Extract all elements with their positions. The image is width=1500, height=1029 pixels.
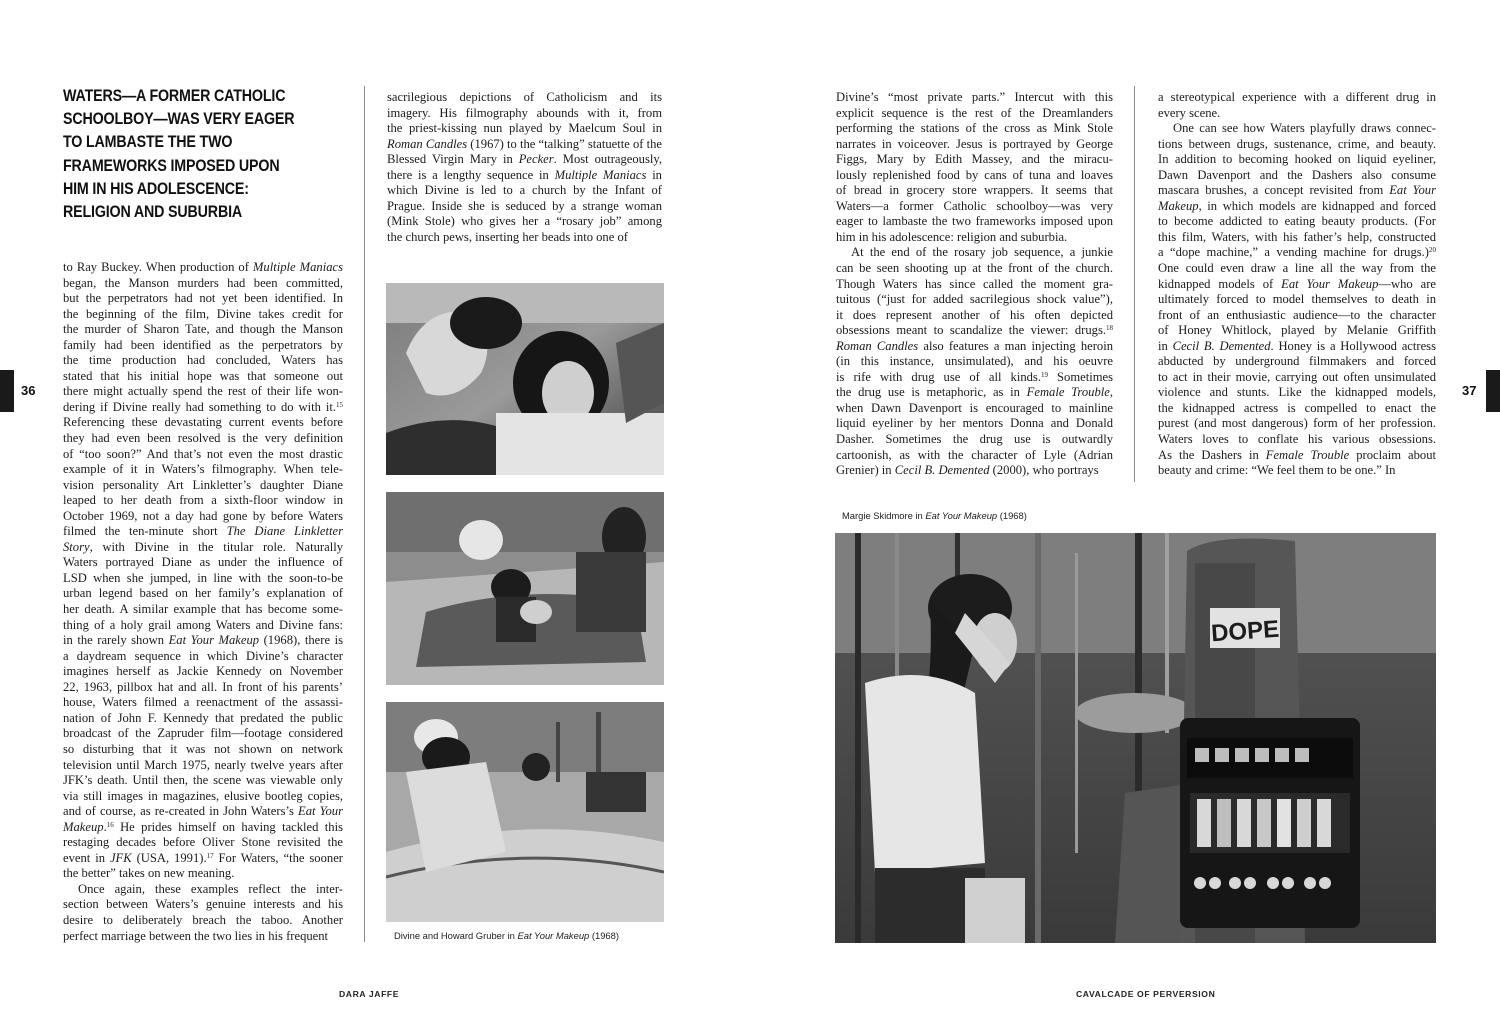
body-text-line: tions between drugs, sustenance, crime, and beauty. [1158, 136, 1436, 151]
pull-quote-line: TO LAMBASTE THE TWO [63, 132, 233, 152]
body-text-line: Grenier) in Cecil B. Demented (2000), who portrays [836, 463, 1099, 478]
body-text-line: in Cecil B. Demented. Honey is a Hollywood actress [1158, 338, 1436, 353]
body-text-line: the drug use is metaphoric, as in Female Trouble, [836, 385, 1113, 400]
column-rule [364, 86, 365, 942]
body-text-line: a “dope machine,” a vending machine for drugs.)$^{20}$ [1158, 245, 1436, 260]
pull-quote-line: SCHOOLBOY—WAS VERY EAGER [63, 109, 295, 129]
body-text-line: (in this instance, unsimulated), and his oeuvre [836, 354, 1113, 369]
body-text-line: every scene. [1158, 105, 1221, 120]
body-text-line: explicit sequence is the rest of the Dreamlanders [836, 105, 1113, 120]
body-text-line: to act in their movie, carrying out often unsimulated [1158, 369, 1436, 384]
body-text-line: restaging decades before Oliver Stone revisited the [63, 835, 343, 850]
body-text-line: liquid eyeliner by her mentors Donna and Donald [836, 416, 1113, 431]
body-text-line: Referencing these devastating current events before [63, 415, 343, 430]
page-tab-left [0, 370, 14, 412]
body-column-2 [387, 90, 662, 245]
body-text-line: stated that his initial hope was that someone out [63, 368, 343, 383]
body-text-line: began, the Manson murders had been committed, [63, 275, 343, 290]
body-text-line: of bread in grocery store wrappers. It seems that [836, 183, 1113, 198]
body-text-line: performing the stations of the cross as Mink Stole [836, 121, 1113, 136]
body-text-line: Blessed Virgin Mary in Pecker. Most outrageously, [387, 152, 662, 167]
body-text-line: sacrilegious depictions of Catholicism and its [387, 90, 662, 104]
body-text-line: violence and stunts. Like the kidnapped models, [1158, 385, 1436, 400]
body-text-line: this film, Waters, with his father’s help, constructed [1158, 229, 1436, 244]
body-text-line: Waters—a former Catholic schoolboy—was very [836, 198, 1113, 213]
body-text-line: Prague. Inside she is seduced by a strange woman [387, 198, 662, 213]
body-text-line: One could even draw a line all the way from the [1158, 261, 1436, 276]
body-text-line: dering if Divine really had something to do with it.$^{15}$ [63, 399, 343, 414]
body-text-line: Dawn Davenport and the Dashers also consume [1158, 167, 1436, 182]
body-text-line: October 1969, not a day had gone by before Waters [63, 508, 343, 523]
body-text-line: the murder of Sharon Tate, and though the Manson [63, 322, 343, 337]
body-text-line: thing of a holy grail among Waters and Divine fans: [63, 617, 343, 632]
body-text-line: obsessions meant to scandalize the viewer: drugs.$^{18}$ [836, 323, 1113, 338]
body-text-line: kidnapped models of Eat Your Makeup—who are [1158, 276, 1436, 291]
body-text-line: Though Waters has since called the moment gra- [836, 276, 1113, 291]
body-text-line: house, Waters filmed a reenactment of the assassi- [63, 695, 343, 710]
footer-book-title: CAVALCADE OF PERVERSION [1076, 989, 1216, 999]
column-rule [1134, 86, 1135, 482]
body-text-line: Once again, these examples reflect the inter- [78, 881, 343, 896]
body-text-line: of Honey Whitlock, played by Melanie Griffith [1158, 323, 1436, 338]
body-text-line: family had been identified as the perpetrators by [63, 337, 343, 352]
body-text-line: Roman Candles also features a man injecting heroin [836, 338, 1113, 353]
body-text-line: Waters loves to conflate his various obsessions. [1158, 432, 1436, 447]
body-text-line: but the perpetrators had not yet been identified. In [63, 291, 343, 306]
pull-quote-line: RELIGION AND SUBURBIA [63, 202, 243, 222]
body-text-line: imagery. His filmography abounds with it, from [387, 105, 662, 120]
body-text-line: they had even been resolved is the very definition [63, 431, 343, 446]
pull-quote [63, 84, 295, 223]
film-still-convertible-closeup [386, 283, 664, 475]
body-text-line: the time production had concluded, Waters has [63, 353, 343, 368]
body-text-line: a stereotypical experience with a different drug in [1158, 90, 1436, 104]
body-column-1 [63, 260, 343, 944]
body-text-line: mascara brushes, a concept revisited from Eat Your [1158, 183, 1437, 198]
body-text-line: there is a lengthy sequence in Multiple Maniacs in [387, 167, 662, 182]
body-text-line: perfect marriage between the two lies in his frequent [63, 928, 329, 943]
body-text-line: television until March 1975, nearly twelve years after [63, 757, 343, 772]
pull-quote-line: FRAMEWORKS IMPOSED UPON [63, 155, 280, 175]
body-text-line: vision personality Art Linkletter’s daughter Diane [63, 477, 343, 492]
body-text-line: tuitous (“just for added sacrilegious shock value”), [836, 292, 1113, 307]
body-text-line: so disturbing that it was not shown on network [63, 741, 343, 756]
body-text-line: can be seen shooting up at the front of the church. [836, 261, 1113, 276]
body-text-line: the better” takes on new meaning. [63, 866, 235, 881]
body-text-line: in the rarely shown Eat Your Makeup (1968), there is [63, 633, 343, 648]
body-text-line: desire to deliberately breach the taboo. Another [63, 912, 343, 927]
photo-caption-right: Margie Skidmore in Eat Your Makeup (1968) [842, 510, 1027, 521]
body-text-line: abducted by underground filmmakers and forced [1158, 354, 1436, 369]
body-text-line: eager to lambaste the two frameworks imposed upon [836, 214, 1113, 229]
body-text-line: In addition to becoming hooked on liquid eyeliner, [1158, 152, 1436, 167]
page-number-right: 37 [1462, 383, 1477, 398]
body-text-line: example of it in Waters’s filmography. When tele- [63, 462, 343, 477]
body-text-line: (Mink Stole) who gives her a “rosary job” among [387, 214, 662, 229]
body-text-line: Waters portrayed Diane as under the influence of [63, 555, 343, 570]
body-text-line: purest (and most dangerous) form of her profession. [1158, 416, 1436, 431]
body-text-line: Figgs, Mary by Edith Massey, and the miracu- [836, 152, 1113, 167]
dope-sign-text: DOPE [1210, 615, 1281, 648]
body-text-line: As the Dashers in Female Trouble proclaim about [1158, 447, 1436, 462]
body-text-line: Makeup.$^{16}$ He prides himself on having tackled this [63, 819, 343, 834]
body-text-line: it does represent another of his often depicted [836, 307, 1113, 322]
body-text-line: beauty and crime: “We feel them to be one.” In [1158, 463, 1396, 478]
body-text-line: to become addicted to eating beauty products. (For [1158, 214, 1436, 229]
body-column-3 [836, 90, 1113, 479]
body-text-line: urban legend based on her family’s explanation of [63, 586, 343, 601]
body-text-line: nation of John F. Kennedy that predated the public [63, 710, 343, 725]
body-text-line: via still images in magazines, elusive bootleg copies, [63, 788, 343, 803]
pull-quote-line: HIM IN HIS ADOLESCENCE: [63, 178, 249, 198]
body-text-line: of “too soon?” And that’s not even the most drastic [63, 446, 343, 461]
body-text-line: Story, with Divine in the titular role. Naturally [63, 539, 343, 554]
body-text-line: when Dawn Davenport is encouraged to mainline [836, 400, 1113, 415]
body-text-line: narrates in voiceover. Jesus is portrayed by George [836, 136, 1113, 151]
body-text-line: JFK’s death. Until then, the scene was viewable only [63, 773, 343, 788]
page-tab-right [1486, 370, 1500, 412]
body-text-line: Dasher. Sometimes the drug use is outwardly [836, 432, 1113, 447]
body-text-line: the kidnapped actress is compelled to enact the [1158, 400, 1436, 415]
photo-caption-left: Divine and Howard Gruber in Eat Your Makeup (1968) [394, 930, 619, 941]
body-text-line: event in JFK (USA, 1991).$^{17}$ For Waters, “the sooner [63, 850, 343, 865]
body-text-line: cartoonish, as with the character of Lyle (Adrian [836, 447, 1113, 462]
body-text-line: filmed the ten-minute short The Diane Linkletter [63, 524, 343, 539]
body-text-line: a daydream sequence in which Divine’s character [63, 648, 343, 663]
body-text-line: section between Waters’s genuine interests and his [63, 897, 343, 912]
body-text-line: At the end of the rosary job sequence, a junkie [851, 245, 1113, 260]
body-text-line: the beginning of the film, Divine takes credit for [63, 306, 343, 321]
body-text-line: which Divine is led to a church by the Infant of [387, 183, 662, 198]
body-text-line: imagines herself as Jackie Kennedy on November [63, 664, 343, 679]
body-column-4 [1158, 90, 1436, 479]
body-text-line: the priest-kissing nun played by Maelcum Soul in [387, 121, 662, 136]
body-text-line: there might actually spend the rest of their life won- [63, 384, 343, 399]
body-text-line: the church pews, inserting her beads into one of [387, 229, 628, 244]
body-text-line: One can see how Waters playfully draws connec- [1173, 121, 1436, 136]
body-text-line: lously replenished food by cans of tuna and loaves [836, 167, 1113, 182]
body-text-line: broadcast of the Zapruder film—footage considered [63, 726, 343, 741]
film-still-car-trunk [386, 702, 664, 922]
body-text-line: him in his adolescence: religion and suburbia. [836, 229, 1068, 244]
body-text-line: her death. A similar example that has become some- [63, 602, 343, 617]
page-number-left: 36 [21, 383, 36, 398]
footer-author: DARA JAFFE [339, 989, 400, 999]
body-text-line: leaped to her death from a sixth-floor window in [63, 493, 343, 508]
film-still-dope-machine [835, 533, 1436, 943]
body-text-line: LSD when she jumped, in line with the soon-to-be [63, 570, 343, 585]
film-still-car-reenactment [386, 492, 664, 685]
body-text-line: and of course, as re-created in John Waters’s Eat Your [63, 804, 344, 819]
body-text-line: to Ray Buckey. When production of Multiple Maniacs [63, 260, 343, 274]
body-text-line: ultimately forced to model themselves to death in [1158, 292, 1436, 307]
pull-quote-line: WATERS—A FORMER CATHOLIC [63, 86, 286, 105]
body-text-line: 22, 1963, pillbox hat and all. In front of his parents’ [63, 679, 343, 694]
body-text-line: Divine’s “most private parts.” Intercut with this [836, 90, 1113, 104]
body-text-line: Makeup, in which models are kidnapped and forced [1158, 198, 1436, 213]
body-text-line: is rife with drug use of all kinds.$^{19}$ Sometimes [836, 369, 1114, 384]
body-text-line: front of an enthusiastic audience—to the character [1158, 307, 1436, 322]
body-text-line: Roman Candles (1967) to the “talking” statuette of the [387, 136, 662, 151]
